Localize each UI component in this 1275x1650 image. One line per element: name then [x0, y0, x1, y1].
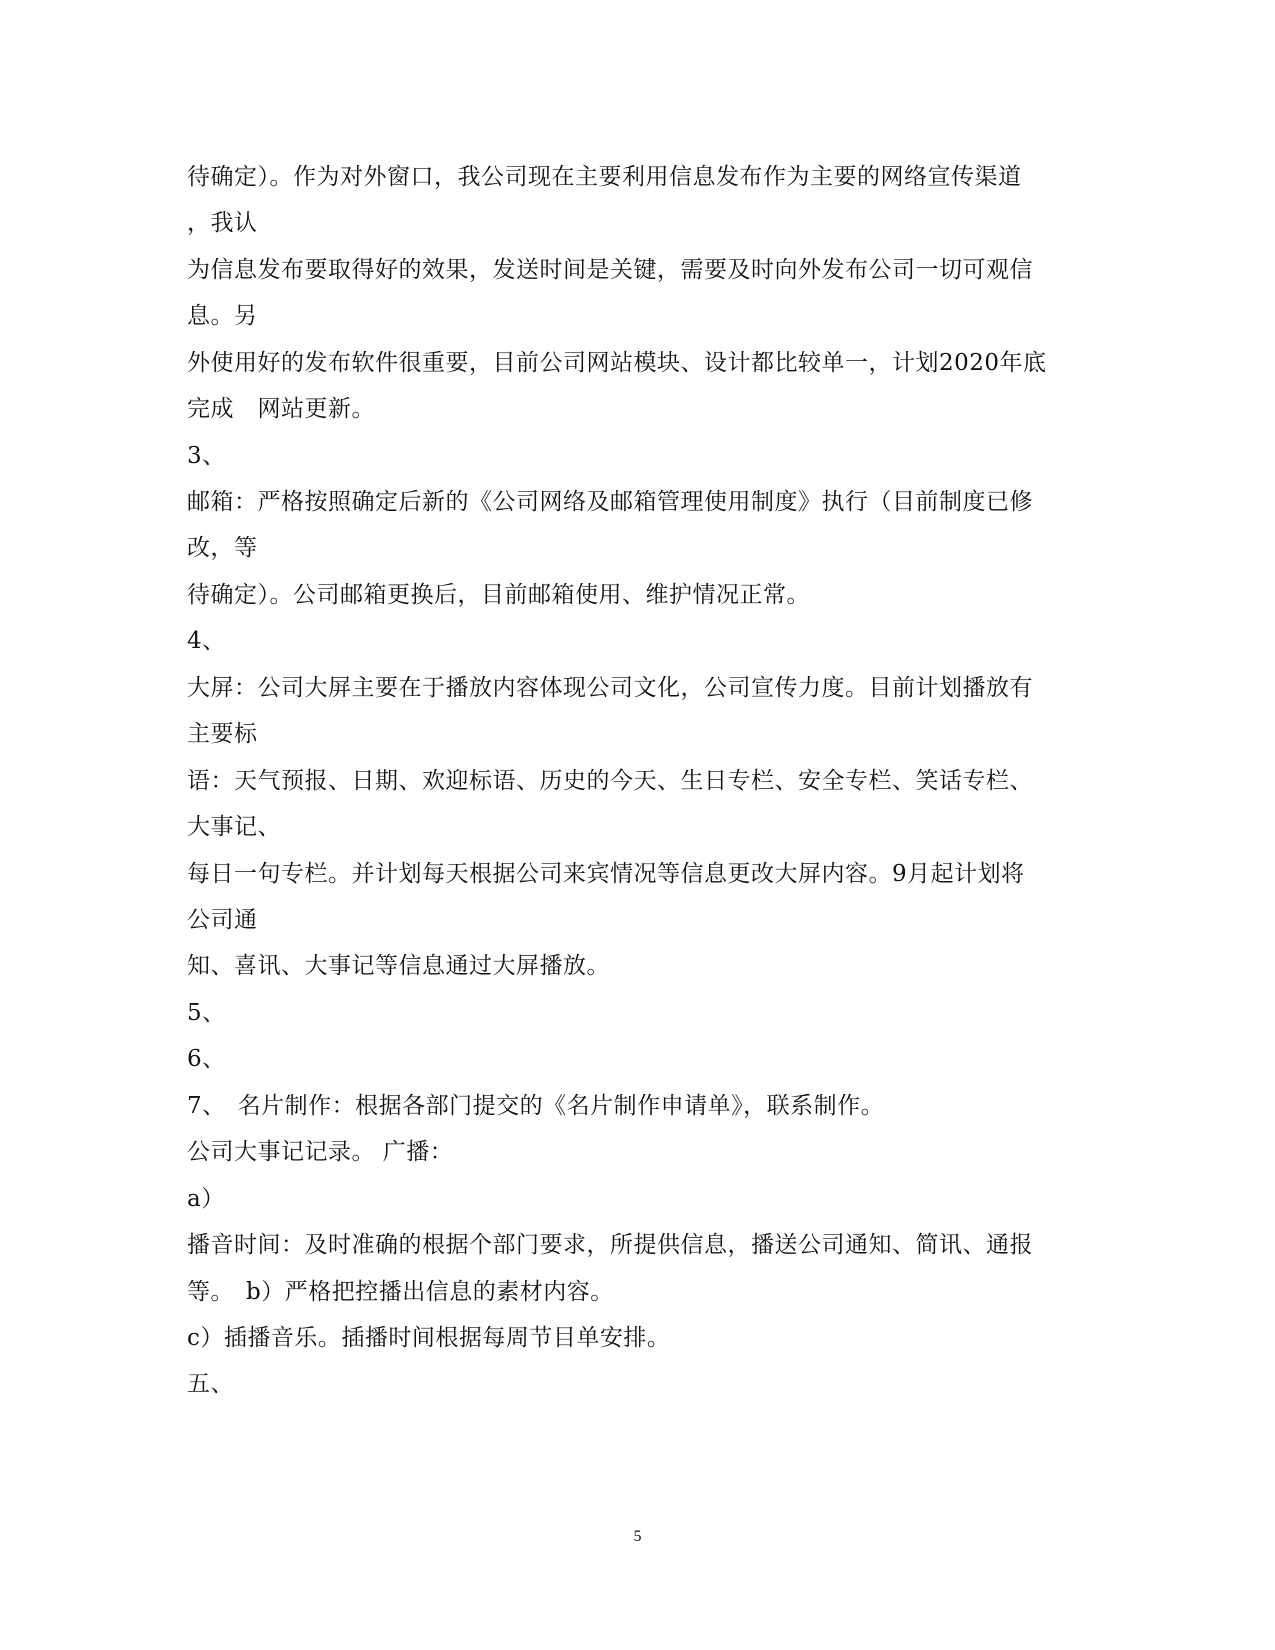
text-line: 7、 名片制作：根据各部门提交的《名片制作申请单》，联系制作。: [187, 1093, 885, 1119]
text-line: 邮箱：严格按照确定后新的《公司网络及邮箱管理使用制度》执行（目前制度已修: [187, 489, 1033, 515]
text-line: 公司大事记记录。 广播：: [187, 1139, 454, 1165]
text-line: 语：天气预报、日期、欢迎标语、历史的今天、生日专栏、安全专栏、笑话专栏、: [187, 768, 1033, 794]
text-line: ，我认: [187, 210, 258, 236]
text-line: 为信息发布要取得好的效果，发送时间是关键，需要及时向外发布公司一切可观信: [187, 257, 1033, 283]
section-number: 6、: [187, 1046, 226, 1072]
text-line: 播音时间：及时准确的根据个部门要求，所提供信息，播送公司通知、简讯、通报: [187, 1232, 1033, 1258]
text-line: 待确定）。作为对外窗口，我公司现在主要利用信息发布作为主要的网络宣传渠道: [187, 164, 1022, 190]
text-line: 大屏：公司大屏主要在于播放内容体现公司文化，公司宣传力度。目前计划播放有: [187, 675, 1033, 701]
section-number: 3、: [187, 443, 226, 469]
text-line: 外使用好的发布软件很重要，目前公司网站模块、设计都比较单一，计划2020年底: [187, 350, 1047, 376]
text-line: 待确定）。公司邮箱更换后，目前邮箱使用、维护情况正常。: [187, 582, 810, 608]
list-marker: a）: [187, 1186, 225, 1212]
text-line: 大事记、: [187, 814, 281, 840]
text-line: 知、喜讯、大事记等信息通过大屏播放。: [187, 953, 610, 979]
text-line: 等。 b）严格把控播出信息的素材内容。: [187, 1279, 614, 1305]
section-number: 4、: [187, 628, 226, 654]
text-line: 主要标: [187, 721, 258, 747]
text-line: 公司通: [187, 907, 258, 933]
section-number: 5、: [187, 1000, 226, 1026]
text-line: 改，等: [187, 535, 258, 561]
page-number: 5: [633, 1528, 642, 1545]
text-line: c）插播音乐。插播时间根据每周节目单安排。: [187, 1325, 671, 1351]
text-line: 息。另: [187, 303, 258, 329]
text-line: 每日一句专栏。并计划每天根据公司来宾情况等信息更改大屏内容。9月起计划将: [187, 861, 1025, 887]
text-line: 完成 网站更新。: [187, 396, 375, 422]
section-number: 五、: [187, 1371, 234, 1397]
